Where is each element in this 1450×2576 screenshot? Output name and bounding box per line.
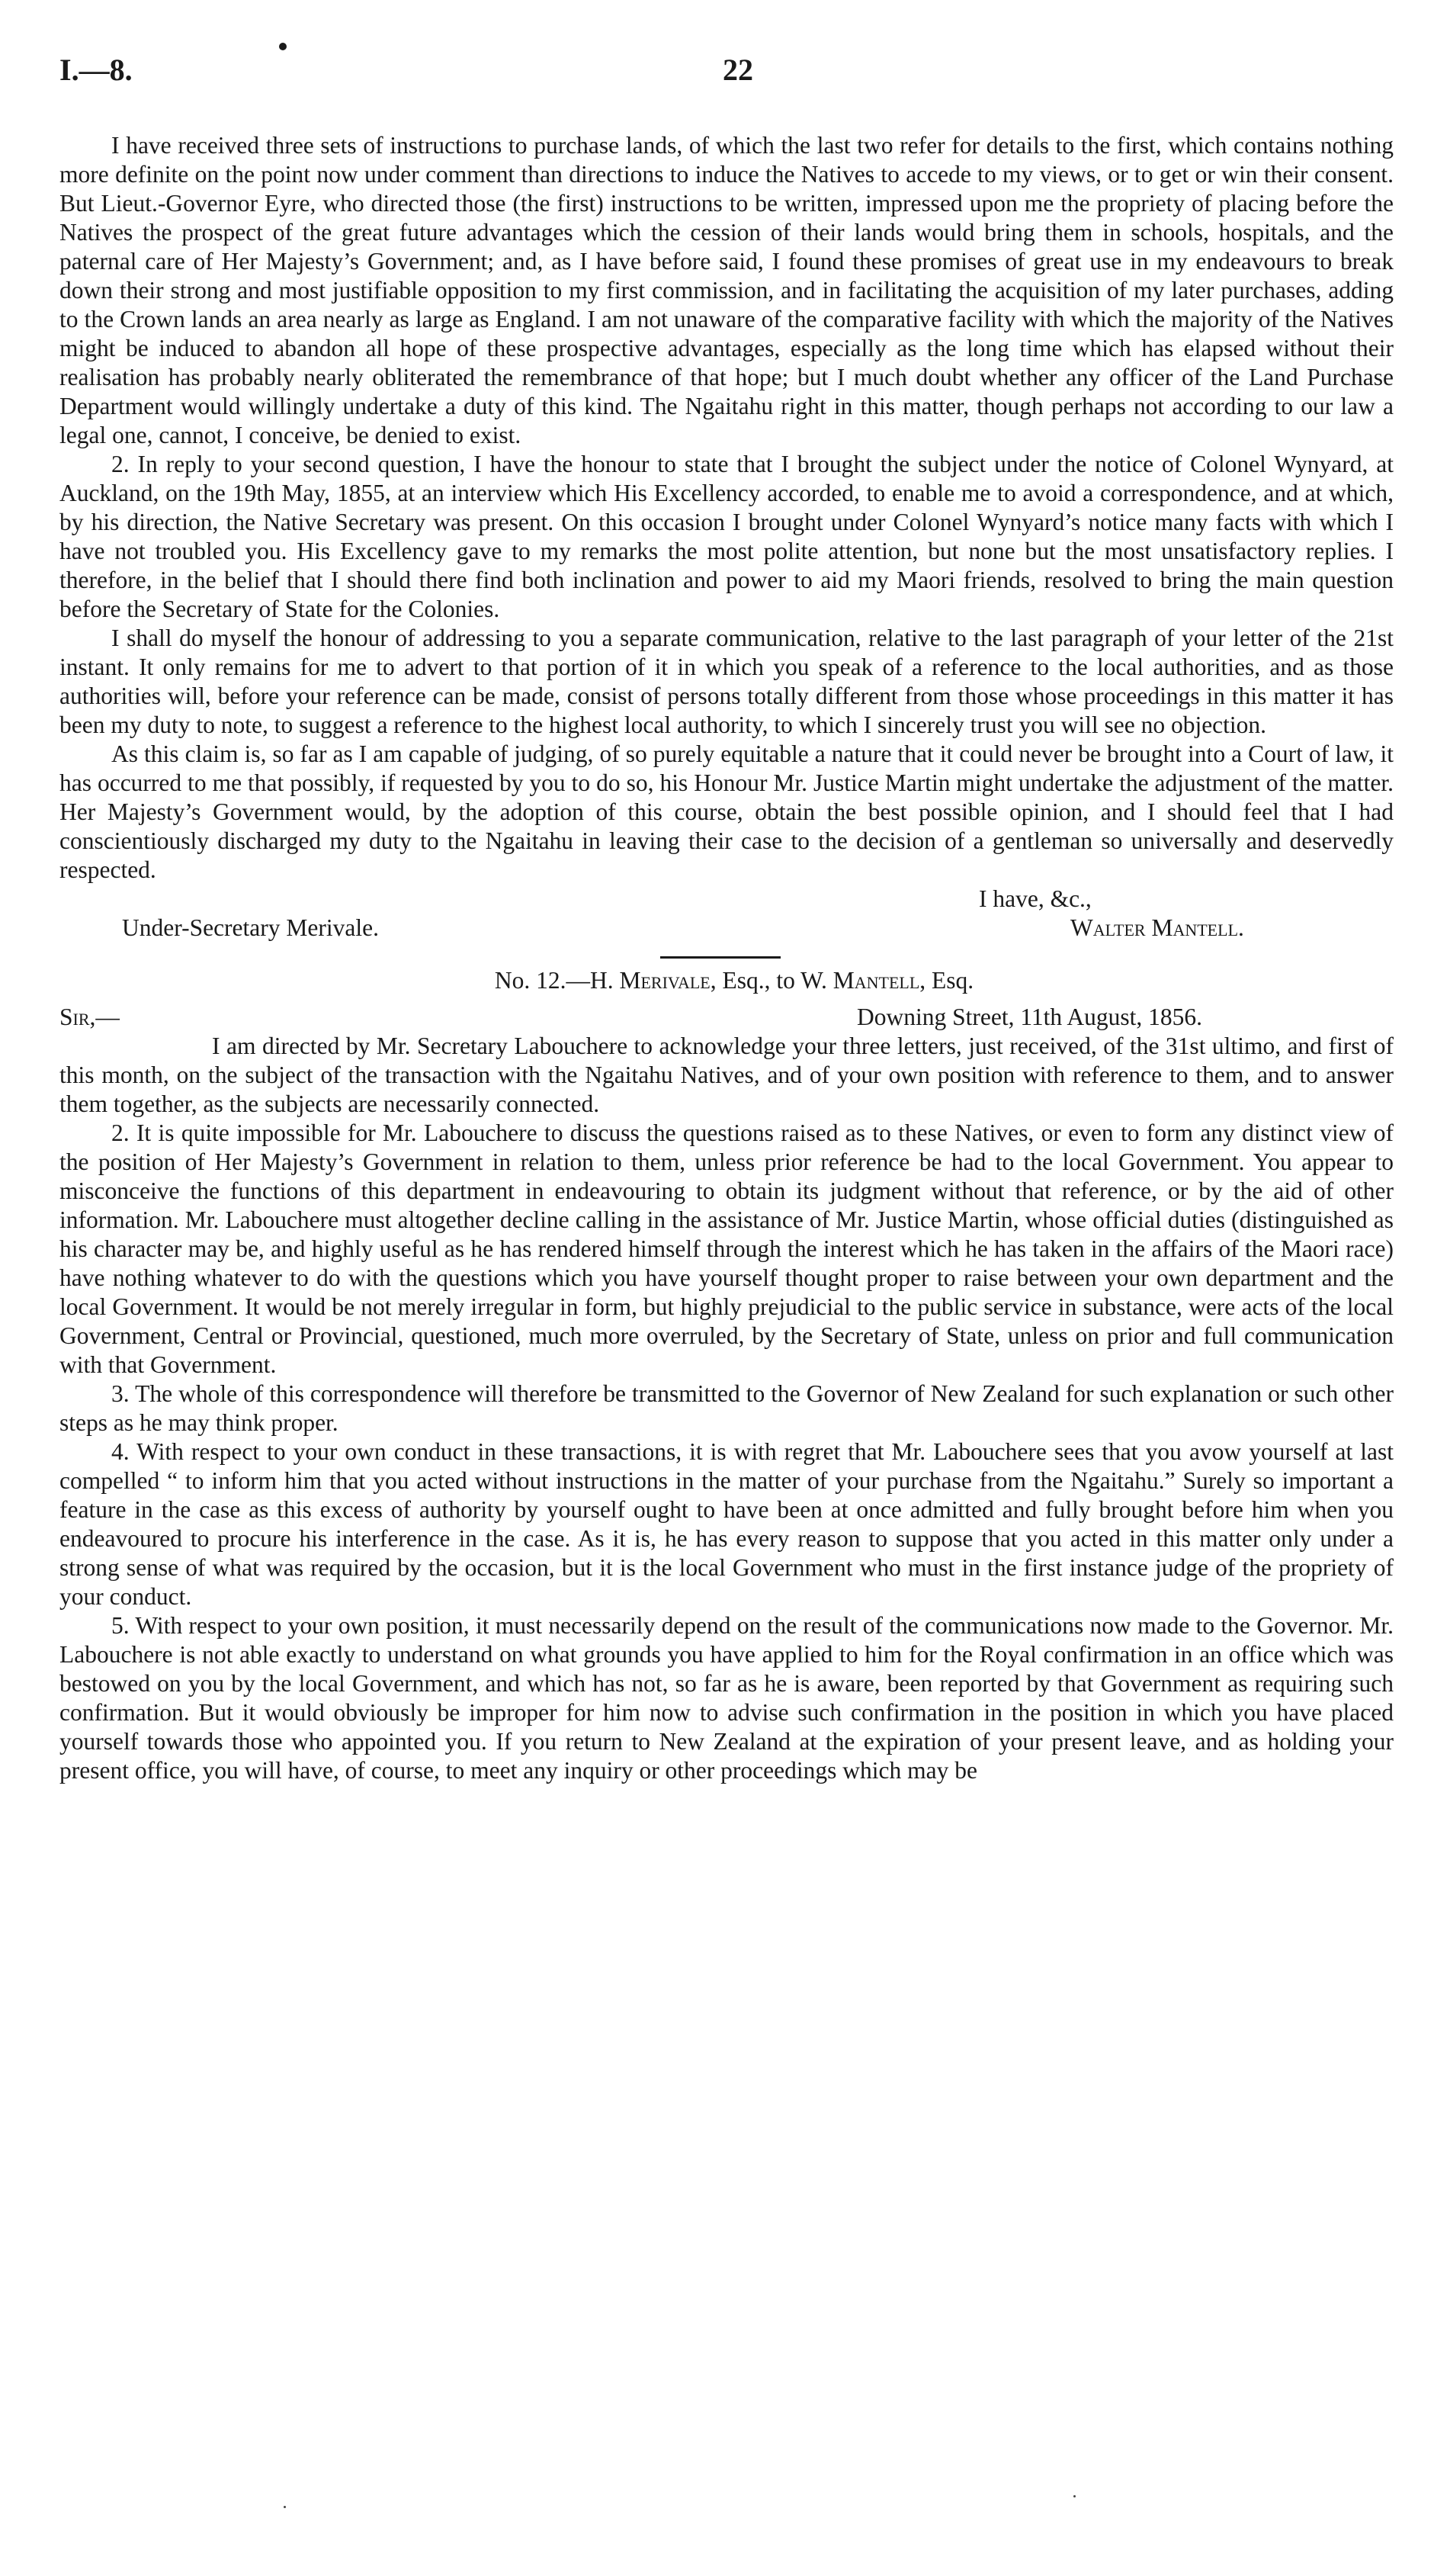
letter-merivale [59, 1032, 1394, 1785]
heading-suffix: , Esq. [919, 967, 974, 994]
section-divider [660, 956, 781, 959]
place-date: Downing Street, 11th August, 1856. [857, 1004, 1202, 1030]
closing-phrase: I have, &c., [979, 885, 1092, 912]
heading-prefix: No. 12.—H. [494, 967, 614, 994]
letter2-paragraph-3: 3. The whole of this correspondence will therefore be transmitted to the Governor of New Zealand for such explanation or such other steps as he may think proper. [59, 1380, 1394, 1436]
letter2-heading [59, 966, 1394, 995]
letter1-paragraph-4: As this claim is, so far as I am capable of judging, of so purely equitable a nature that it could never be brought into a Court of law, it has occurred to me that possibly, if requested by you to do so, his Honour Mr. Justice Martin might undertake the adjustment of the matter. Her Majesty’s Government would, by the adoption of this course, obtain the best possible opinion, and I should feel that I had conscientiously discharged my duty to the Ngaitahu in leaving their case to the decision of a gentleman so universally and deservedly respected. [59, 740, 1394, 883]
letter2-paragraph-2: 2. It is quite impossible for Mr. Labouchere to discuss the questions raised as to these Natives, or even to form any distinct view of the position of Her Majesty’s Government in relation to them, unless prior reference be had to the local Government. You appear to misconceive the functions of this department in endeavouring to obtain its judgment without that reference, or by the aid of other information. Mr. Labouchere must altogether decline calling in the assistance of Mr. Justice Martin, whose official duties (distinguished as his character may be, and highly useful as he has rendered himself through the interest which he has taken in the affairs of the Maori race) have nothing whatever to do with the questions which you have yourself thought proper to raise between your own department and the local Government. It would be not merely irregular in form, but highly prejudicial to the public service in substance, were acts of the local Government, Central or Provincial, questioned, much more overruled, by the Secretary of State, unless on prior and full communication with that Government. [59, 1119, 1394, 1378]
closing-row [59, 885, 1394, 914]
salutation: Sir,— [59, 1004, 120, 1030]
salutation-row [59, 1003, 1394, 1032]
scan-dot-mark [284, 2506, 286, 2508]
page-number: 22 [723, 53, 753, 87]
signature: Walter Mantell. [1070, 914, 1244, 941]
heading-to: Mantell [832, 967, 920, 994]
addressee: Under-Secretary Merivale. [122, 914, 379, 941]
letter-mantell [59, 131, 1394, 943]
letter1-paragraph-1: I have received three sets of instructions to purchase lands, of which the last two refer for details to the first, which contains nothing more definite on the point now under comment than directions to induce the Natives to accede to my views, or to get or win their consent. But Lieut.-Governor Eyre, who directed those (the first) instructions to be written, impressed upon me the propriety of placing before the Natives the prospect of the great future advantages which the cession of their lands would bring them in schools, hospitals, and the paternal care of Her Majesty’s Government; and, as I have before said, I found these promises of great use in my endeavours to break down their strong and most justifiable opposition to my first commission, and in facilitating the acquisition of my later purchases, adding to the Crown lands an area nearly as large as England. I am not unaware of the comparative facility with which the majority of the Natives might be induced to abandon all hope of these prospective advantages, especially as the long time which has elapsed without their realisation has probably nearly obliterated the remembrance of that hope; but I much doubt whether any officer of the Land Purchase Department would willingly undertake a duty of this kind. The Ngaitahu right in this matter, though perhaps not according to our law a legal one, cannot, I conceive, be denied to exist. [59, 132, 1394, 448]
page-header [59, 46, 1394, 92]
ink-speck-mark [279, 43, 287, 50]
document-page [59, 46, 1394, 1785]
letter2-paragraph-1: I am directed by Mr. Secretary Labouchere to acknowledge your three letters, just received, of the 31st ultimo, and first of this month, on the subject of the transaction with the Ngaitahu Natives, and of your own position with reference to them, and to answer them together, as the subjects are necessarily connected. [59, 1033, 1394, 1117]
scan-dot-mark [1073, 2495, 1076, 2497]
letter2-paragraph-4: 4. With respect to your own conduct in these transactions, it is with regret that Mr. Labouchere sees that you avow yourself at last compelled “ to inform him that you acted without instructions in the matter of your purchase from the Ngaitahu.” Surely so important a feature in the case as this excess of authority by yourself ought to have been at once admitted and fully brought before him when you endeavoured to procure his interference in the case. As it is, he has every reason to suppose that you acted in this matter only under a strong sense of what was required by the occasion, but it is the local Government who must in the first instance judge of the propriety of your conduct. [59, 1438, 1394, 1610]
addressee-signature-row [59, 914, 1394, 943]
letter2-paragraph-5: 5. With respect to your own position, it must necessarily depend on the result of the communications now made to the Governor. Mr. Labouchere is not able exactly to understand on what grounds you have applied to him for the Royal confirmation in an office which was bestowed on you by the local Government, and which has not, so far as he is aware, been reported by that Government as requiring such confirmation. But it would obviously be improper for him now to advise such confirmation in the position in which you have placed yourself towards those who appointed you. If you return to New Zealand at the expiration of your present leave, and as holding your present office, you will have, of course, to meet any inquiry or other proceedings which may be [59, 1612, 1394, 1784]
heading-middle: , Esq., to W. [710, 967, 827, 994]
heading-from: Merivale [619, 967, 711, 994]
document-reference: I.—8. [59, 53, 133, 87]
letter1-paragraph-3: I shall do myself the honour of addressing to you a separate communication, relative to the last paragraph of your letter of the 21st instant. It only remains for me to advert to that portion of it in which you speak of a reference to the local authorities, and as those authorities will, before your reference can be made, consist of persons totally different from those whose proceedings in this matter it has been my duty to note, to suggest a reference to the highest local authority, to which I sincerely trust you will see no objection. [59, 625, 1394, 738]
letter1-paragraph-2: 2. In reply to your second question, I have the honour to state that I brought the subject under the notice of Colonel Wynyard, at Auckland, on the 19th May, 1855, at an interview which His Excellency accorded, to enable me to avoid a correspondence, and at which, by his direction, the Native Secretary was present. On this occasion I brought under Colonel Wynyard’s notice many facts with which I have not troubled you. His Excellency gave to my remarks the most polite attention, but none but the most unsatisfactory replies. I therefore, in the belief that I should there find both inclination and power to aid my Maori friends, resolved to bring the main question before the Secretary of State for the Colonies. [59, 451, 1394, 622]
